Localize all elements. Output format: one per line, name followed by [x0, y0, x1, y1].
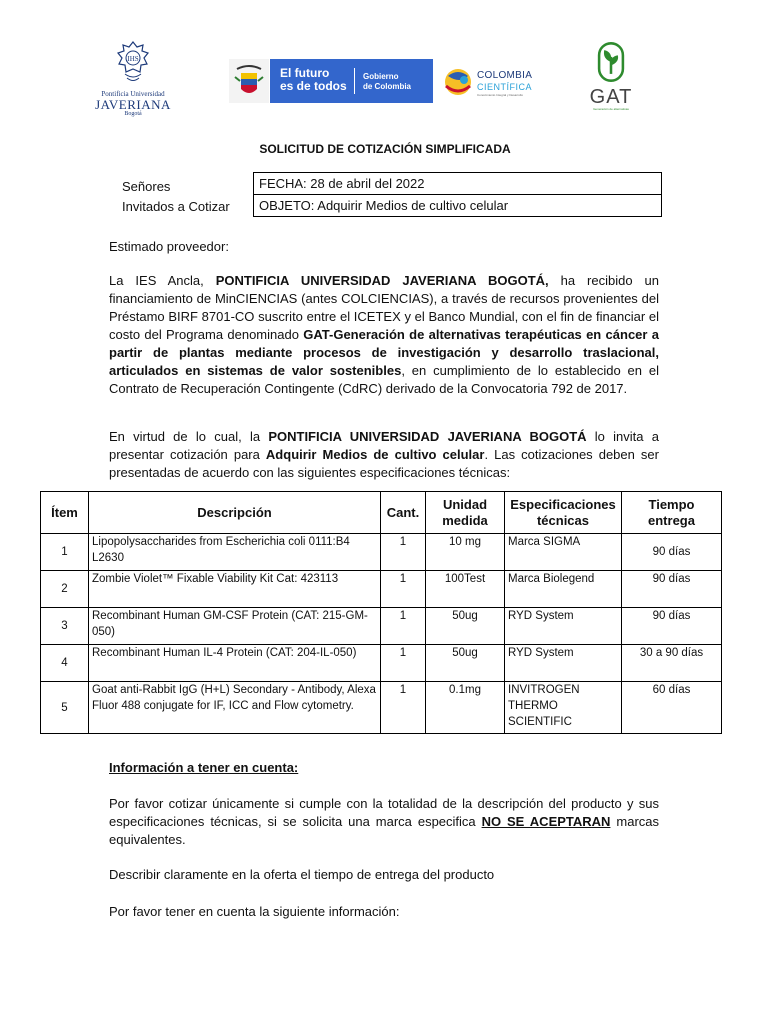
- cell-cant: 1: [381, 571, 426, 608]
- banner-divider: [354, 68, 355, 94]
- slogan-line1: El futuro: [280, 66, 330, 80]
- objeto-cell: OBJETO: Adquirir Medios de cultivo celular: [254, 195, 662, 217]
- col-header-cant: Cant.: [381, 492, 426, 534]
- gobierno-colombia-logo: [229, 59, 433, 103]
- cell-especificaciones: RYD System: [505, 645, 622, 682]
- cell-descripcion: Zombie Violet™ Fixable Viability Kit Cat: 423113: [89, 571, 381, 608]
- cell-unidad: 100Test: [426, 571, 505, 608]
- cc-tagline: Conocimiento Integral y Desarrollo: [477, 93, 524, 97]
- slogan-line2: es de todos: [280, 79, 347, 93]
- javeriana-name-line1: Pontificia Universidad: [101, 90, 165, 98]
- colombia-cientifica-logo: [440, 60, 540, 104]
- p1-bold-2: GAT-Generación de alternativas terapéuticas en cáncer a partir de plantas mediante procesos de investigación y desarrollo traslacional, articulados en sistemas de valor sostenibles: [109, 327, 659, 378]
- specifications-table: [40, 491, 722, 734]
- addressee-cell: [117, 173, 254, 217]
- cell-descripcion: Recombinant Human IL-4 Protein (CAT: 204-IL-050): [89, 645, 381, 682]
- cell-item: 2: [41, 571, 89, 608]
- paragraph-1: [109, 272, 659, 398]
- p2-bold-2: Adquirir Medios de cultivo celular: [265, 447, 485, 462]
- cell-unidad: 50ug: [426, 608, 505, 645]
- cell-tiempo: 90 días: [622, 608, 722, 645]
- p1-text-2: ha recibido un financiamiento de MinCIENCIAS (antes COLCIENCIAS), a través de recursos provenientes del Préstamo BIRF 8701-CO suscrito entre el ICETEX y el Banco Mundial, con el fin de financiar el costo del Programa denominado: [109, 273, 659, 342]
- cell-descripcion: Recombinant Human GM-CSF Protein (CAT: 215-GM-050): [89, 608, 381, 645]
- cell-tiempo: 30 a 90 días: [622, 645, 722, 682]
- gobierno-banner: [270, 59, 433, 103]
- gat-tagline: Generación de alternativas: [593, 107, 629, 111]
- cc-line1: COLOMBIA: [477, 70, 533, 81]
- cell-cant: 1: [381, 682, 426, 734]
- cell-descripcion: Lipopolysaccharides from Escherichia coli 0111:B4 L2630: [89, 534, 381, 571]
- p2-text-2: lo invita a presentar cotización para: [109, 429, 659, 462]
- info-paragraph-1: [109, 795, 659, 849]
- addressee-line1: Señores: [122, 178, 171, 194]
- greeting: Estimado proveedor:: [109, 239, 229, 254]
- p1-bold-1: PONTIFICIA UNIVERSIDAD JAVERIANA BOGOTÁ,: [215, 273, 549, 288]
- p2-text-3: . Las cotizaciones deben ser presentadas de acuerdo con las siguientes especificaciones técnicas:: [109, 447, 659, 480]
- cell-unidad: 10 mg: [426, 534, 505, 571]
- table-row: [41, 608, 722, 645]
- table-row: [41, 682, 722, 734]
- cell-descripcion: Goat anti-Rabbit IgG (H+L) Secondary - Antibody, Alexa Fluor 488 conjugate for IF, ICC and Flow cytometry.: [89, 682, 381, 734]
- document-title: SOLICITUD DE COTIZACIÓN SIMPLIFICADA: [259, 142, 511, 156]
- cell-tiempo: 90 días: [622, 571, 722, 608]
- javeriana-logo: [92, 40, 174, 120]
- gat-plant-icon: [594, 40, 628, 84]
- slogan-text: [280, 67, 347, 93]
- cell-unidad: 50ug: [426, 645, 505, 682]
- svg-text:IHS: IHS: [127, 55, 139, 63]
- gobierno-text: [363, 72, 411, 92]
- gobierno-line2: de Colombia: [363, 82, 412, 91]
- paragraph-2: [109, 428, 659, 482]
- table-header-row: [41, 492, 722, 534]
- cell-item: 4: [41, 645, 89, 682]
- table-row: [41, 534, 722, 571]
- cell-cant: 1: [381, 534, 426, 571]
- gat-name: GAT: [589, 86, 633, 108]
- p2-bold-1: PONTIFICIA UNIVERSIDAD JAVERIANA BOGOTÁ: [268, 429, 587, 444]
- cell-especificaciones: Marca SIGMA: [505, 534, 622, 571]
- p1-text-1: La IES Ancla,: [109, 273, 216, 288]
- cell-cant: 1: [381, 645, 426, 682]
- table-row: [41, 571, 722, 608]
- table-row: [41, 645, 722, 682]
- info-p1-text: Por favor cotizar únicamente si cumple con la totalidad de la descripción del producto y sus especificaciones técnicas, si se solicita una marca especifica: [109, 796, 659, 829]
- cell-item: 1: [41, 534, 89, 571]
- info-box: [117, 172, 662, 217]
- info-section-title: Información a tener en cuenta:: [109, 760, 299, 775]
- cell-item: 5: [41, 682, 89, 734]
- addressee-line2: Invitados a Cotizar: [122, 198, 230, 214]
- cell-especificaciones: Marca Biolegend: [505, 571, 622, 608]
- cell-especificaciones: INVITROGEN THERMO SCIENTIFIC: [505, 682, 622, 734]
- javeriana-name-line2: JAVERIANA: [95, 97, 171, 112]
- cell-item: 3: [41, 608, 89, 645]
- javeriana-name-line3: Bogotá: [124, 111, 142, 117]
- info-p1-emphasis: NO SE ACEPTARAN: [481, 814, 611, 829]
- cell-tiempo: 90 días: [622, 534, 722, 571]
- info-paragraph-3: Por favor tener en cuenta la siguiente información:: [109, 904, 400, 919]
- gobierno-line1: Gobierno: [363, 72, 399, 81]
- col-header-descripcion: Descripción: [89, 492, 381, 534]
- cc-line2: CIENTÍFICA: [477, 82, 533, 92]
- info-paragraph-2: Describir claramente en la oferta el tiempo de entrega del producto: [109, 867, 495, 882]
- info-p1-end: marcas equivalentes.: [109, 814, 659, 847]
- col-header-especificaciones: Especificaciones técnicas: [505, 492, 622, 534]
- gat-logo: [579, 40, 643, 112]
- p1-text-3: , en cumplimiento de lo establecido en el Contrato de Recuperación Contingente (CdRC) derivado de la Convocatoria 792 de 2017.: [109, 363, 659, 396]
- cell-cant: 1: [381, 608, 426, 645]
- cell-especificaciones: RYD System: [505, 608, 622, 645]
- col-header-tiempo: Tiempo entrega: [622, 492, 722, 534]
- colombia-coat-of-arms-icon: [229, 59, 269, 103]
- javeriana-crest-icon: [113, 40, 153, 84]
- fecha-cell: FECHA: 28 de abril del 2022: [254, 173, 662, 195]
- cell-tiempo: 60 días: [622, 682, 722, 734]
- cell-unidad: 0.1mg: [426, 682, 505, 734]
- p2-text-1: En virtud de lo cual, la: [109, 429, 269, 444]
- colombia-cientifica-globe-icon: [440, 62, 476, 102]
- col-header-item: Ítem: [41, 492, 89, 534]
- col-header-unidad: Unidad medida: [426, 492, 505, 534]
